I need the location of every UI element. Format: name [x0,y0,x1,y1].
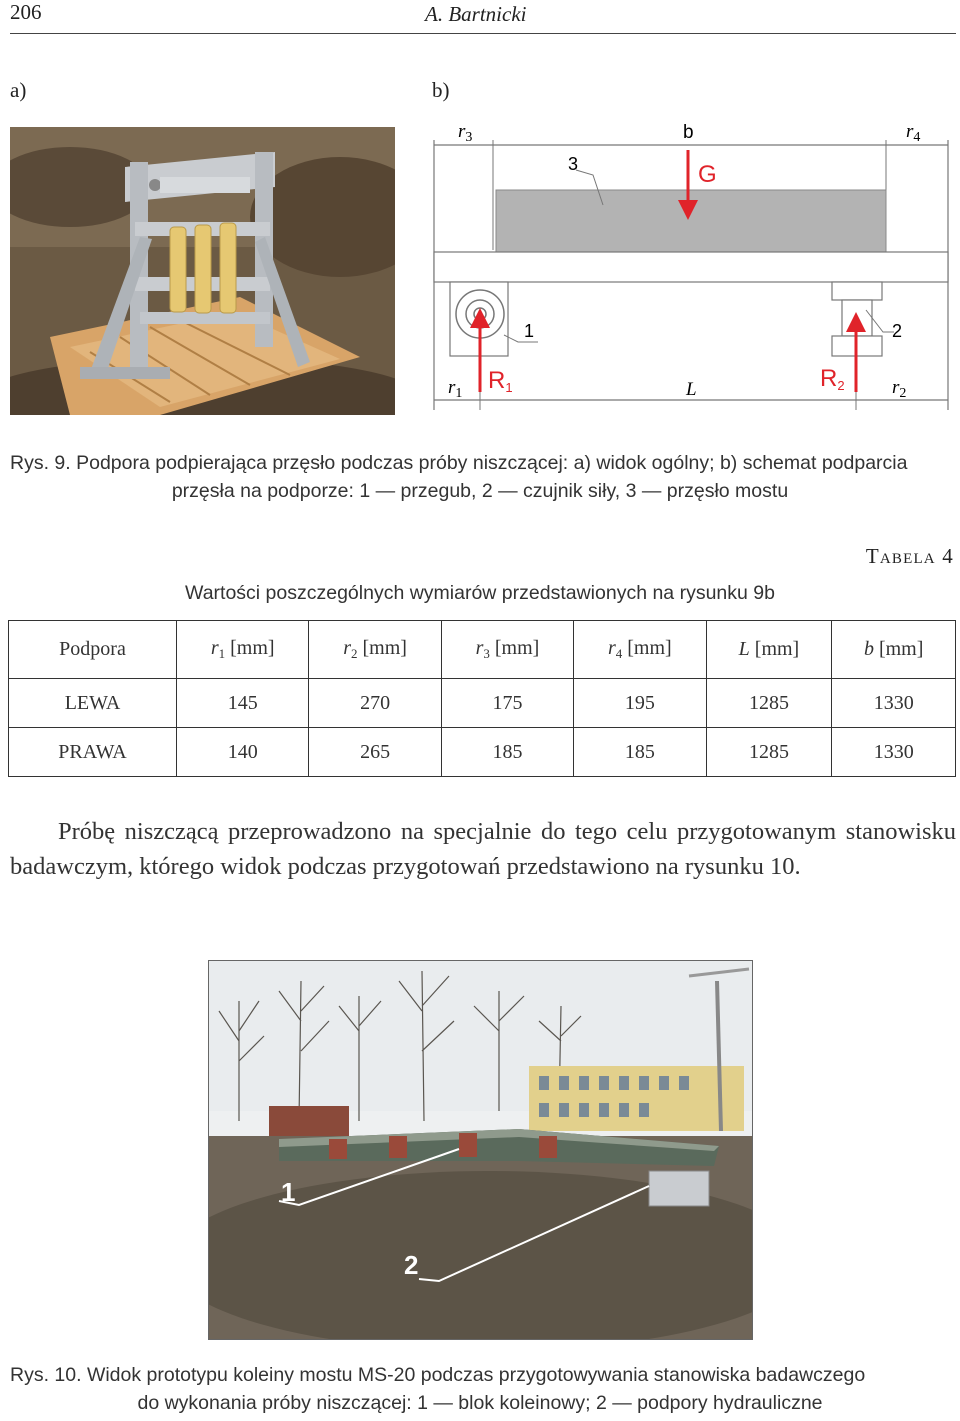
label-3: 3 [568,154,579,174]
table-cell: LEWA [9,679,177,728]
bridge-span [496,190,886,252]
figure-9a-label: a) [10,78,27,102]
label-r4: $r_4$ [906,121,921,145]
support-frame-photo [10,127,395,415]
running-header-author: A. Bartnicki [425,2,527,26]
table-cell: 270 [309,679,441,728]
table-cell: 145 [177,679,309,728]
force-sensor-2 [832,282,882,300]
table-cell: 1285 [706,679,832,728]
col-header-r3: $r_3$ [mm] [441,621,573,679]
label-b: b [683,122,694,143]
table-row [9,728,956,777]
page-number: 206 [10,0,42,24]
col-header-r2: $r_2$ [mm] [309,621,441,679]
label-1: 1 [524,321,535,341]
table-cell: 1330 [832,728,956,777]
dimensions-table [8,620,956,777]
photo-marker-2: 2 [404,1250,419,1280]
label-r2: $r_2$ [892,377,907,401]
table-header-row [9,621,956,679]
label-R1: R1 [488,367,513,395]
table-cell: 1330 [832,679,956,728]
label-r3: $r_3$ [458,121,473,145]
table-cell: 140 [177,728,309,777]
support-schematic-drawing [428,110,956,420]
support-frame-illustration [10,127,395,415]
test-stand-illustration [209,961,752,1339]
table-4-label: Tabela 4 [865,544,954,568]
table-cell: 265 [309,728,441,777]
support-beam [434,252,948,282]
table-cell: 185 [441,728,573,777]
col-header-r4: $r_4$ [mm] [574,621,706,679]
table-cell: PRAWA [9,728,177,777]
header-rule [10,33,956,34]
table-cell: 175 [441,679,573,728]
table-cell: 195 [574,679,706,728]
table-cell: 185 [574,728,706,777]
col-header-support: Podpora [9,621,177,679]
table-row [9,679,956,728]
table-cell: 1285 [706,728,832,777]
col-header-b: b [mm] [832,621,956,679]
figure-9b-label: b) [432,78,450,102]
col-header-L: L [mm] [706,621,832,679]
table-4-title: Wartości poszczególnych wymiarów przedstawionych na rysunku 9b [185,582,775,604]
figure-9-caption-line-2: przęsła na podporze: 1 — przegub, 2 — czujnik siły, 3 — przęsło mostu [171,480,789,502]
photo-marker-1: 1 [281,1177,296,1207]
support-schematic [428,110,956,420]
label-2: 2 [892,321,903,341]
body-paragraph: Próbę niszczącą przeprowadzono na specjalnie do tego celu przygotowanym stanowisku badawczym, którego widok podczas przygotowań przedstawiono na rysunku 10. [10,818,956,880]
label-L: L [686,379,697,400]
label-R2: R2 [820,365,845,393]
col-header-r1: $r_1$ [mm] [177,621,309,679]
figure-10-caption-line-2: do wykonania próby niszczącej: 1 — blok koleinowy; 2 — podpory hydrauliczne [137,1392,823,1414]
test-stand-photo [208,960,753,1340]
figure-10-caption-line-1: Rys. 10. Widok prototypu koleiny mostu MS-20 podczas przygotowywania stanowiska badawczego [10,1364,866,1386]
figure-9-caption-line-1: Rys. 9. Podpora podpierająca przęsło podczas próby niszczącej: a) widok ogólny; b) schemat podparcia [10,452,908,474]
label-r1: $r_1$ [448,377,463,401]
label-g: G [698,161,717,188]
